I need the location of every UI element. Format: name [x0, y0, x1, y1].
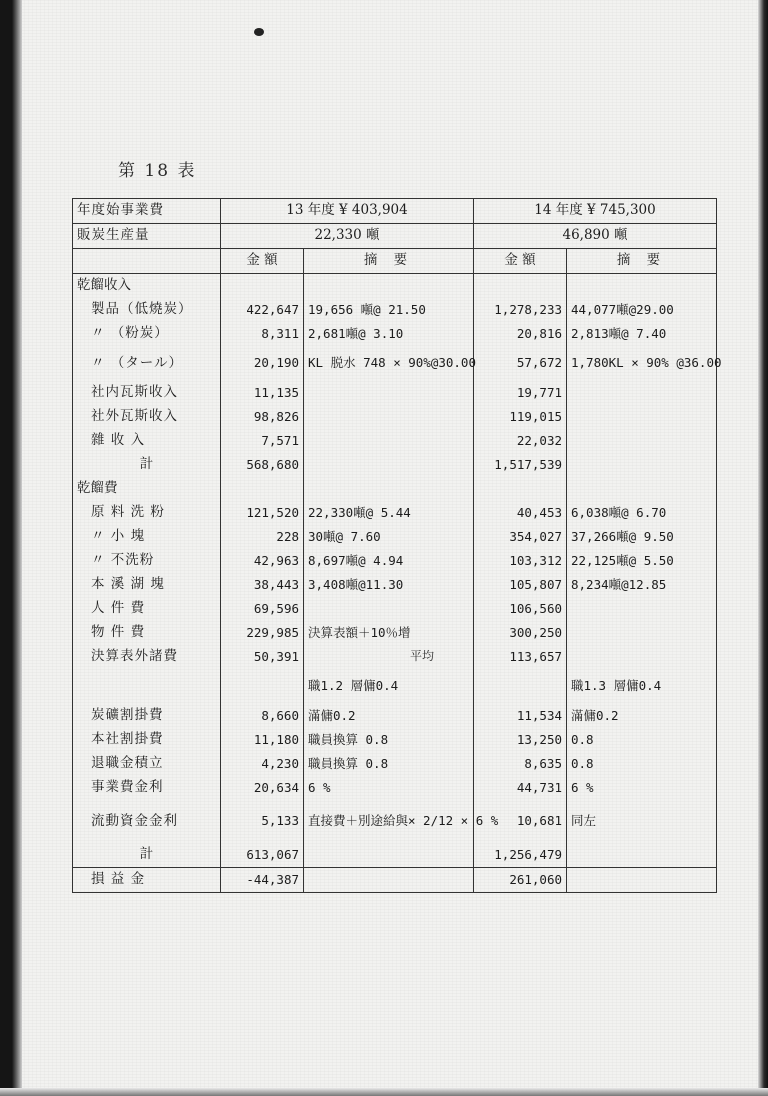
row-remark-13 [304, 274, 474, 299]
row-amount-14: 8,635 [474, 752, 567, 776]
table-row [73, 573, 717, 597]
row-remark-13 [304, 645, 474, 669]
row-amount-14: 105,807 [474, 573, 567, 597]
page-right-edge [758, 0, 768, 1096]
row-amount-14: 10,681 [474, 800, 567, 843]
header-remark-14: 摘 要 [567, 249, 717, 274]
row-label: 事業費金利 [73, 776, 221, 800]
row-remark-14 [567, 381, 717, 405]
table-row [73, 776, 717, 800]
row-remark-14 [567, 429, 717, 453]
row-amount-13: 42,963 [221, 549, 304, 573]
table-row [73, 298, 717, 322]
header-production-label: 販炭生産量 [73, 224, 221, 249]
row-remark-14 [567, 274, 717, 299]
table-row [73, 381, 717, 405]
table-row [73, 477, 717, 501]
table-row [73, 597, 717, 621]
row-label: 社外瓦斯收入 [73, 405, 221, 429]
row-label: 本社割掛費 [73, 728, 221, 752]
row-remark-14: 0.8 [567, 728, 717, 752]
row-label: 決算表外諸費 [73, 645, 221, 669]
table-row [73, 405, 717, 429]
header-row-production [73, 224, 717, 249]
row-remark-13 [304, 381, 474, 405]
table-row [73, 322, 717, 346]
row-amount-13: 8,311 [221, 322, 304, 346]
row-label: 雜 收 入 [73, 429, 221, 453]
row-amount-13: 568,680 [221, 453, 304, 477]
row-amount-13: 11,135 [221, 381, 304, 405]
row-remark-14 [567, 477, 717, 501]
row-amount-13: 50,391 [221, 645, 304, 669]
header-row-columns [73, 249, 717, 274]
row-remark-14: 37,266噸@ 9.50 [567, 525, 717, 549]
row-remark-14: 44,077噸@29.00 [567, 298, 717, 322]
table-title: 第 18 表 [118, 161, 197, 181]
row-amount-14: 44,731 [474, 776, 567, 800]
row-remark-14 [567, 843, 717, 868]
row-amount-14: 19,771 [474, 381, 567, 405]
row-amount-14: 106,560 [474, 597, 567, 621]
table-row [73, 868, 717, 893]
row-remark-13: 30噸@ 7.60 [304, 525, 474, 549]
header-production-y14: 46,890 噸 [474, 224, 717, 249]
row-label: 〃 小 塊 [73, 525, 221, 549]
row-remark-13 [304, 405, 474, 429]
row-amount-13: 229,985 [221, 621, 304, 645]
row-remark-14: 滿傭0.2 [567, 704, 717, 728]
row-label: 乾餾費 [73, 477, 221, 501]
binding-edge [0, 0, 22, 1096]
row-amount-13: 69,596 [221, 597, 304, 621]
row-remark-13: 2,681噸@ 3.10 [304, 322, 474, 346]
row-remark-14 [567, 597, 717, 621]
row-label: 〃 不洗粉 [73, 549, 221, 573]
table-row [73, 704, 717, 728]
row-label: 原 料 洗 粉 [73, 501, 221, 525]
row-amount-14: 1,256,479 [474, 843, 567, 868]
row-amount-13: 121,520 [221, 501, 304, 525]
row-amount-13: 98,826 [221, 405, 304, 429]
table-row [73, 549, 717, 573]
header-amount-13: 金 額 [221, 249, 304, 274]
table-row [73, 501, 717, 525]
row-remark-13: 職員換算 0.8 [304, 728, 474, 752]
row-remark-14: 8,234噸@12.85 [567, 573, 717, 597]
row-amount-14: 300,250 [474, 621, 567, 645]
table-body [73, 274, 722, 893]
row-remark-13: 8,697噸@ 4.94 [304, 549, 474, 573]
average-note: 平均 [410, 649, 435, 663]
header-amount-14: 金 額 [474, 249, 567, 274]
row-remark-13 [304, 843, 474, 868]
row-label: 退職金積立 [73, 752, 221, 776]
row-remark-13: 職1.2 層傭0.4 [304, 669, 474, 704]
row-amount-14: 22,032 [474, 429, 567, 453]
row-label: 本 溪 湖 塊 [73, 573, 221, 597]
row-amount-14 [474, 477, 567, 501]
row-remark-13: 滿傭0.2 [304, 704, 474, 728]
page-bottom-edge [0, 1088, 768, 1096]
table-row [73, 728, 717, 752]
table-row [73, 752, 717, 776]
row-amount-14: 103,312 [474, 549, 567, 573]
table-row [73, 274, 717, 299]
row-label: 損 益 金 [73, 868, 221, 893]
header-remark-13: 摘 要 [304, 249, 474, 274]
table-row [73, 621, 717, 645]
row-remark-13: KL 脱水 748 × 90%@30.00 [304, 346, 474, 381]
row-amount-13: 8,660 [221, 704, 304, 728]
row-remark-14 [567, 453, 717, 477]
row-label: 炭礦割掛費 [73, 704, 221, 728]
row-amount-14 [474, 669, 567, 704]
row-remark-13: 19,656 噸@ 21.50 [304, 298, 474, 322]
row-remark-13: 3,408噸@11.30 [304, 573, 474, 597]
row-remark-13: 職員換算 0.8 [304, 752, 474, 776]
row-amount-14: 1,278,233 [474, 298, 567, 322]
row-label [73, 669, 221, 704]
row-remark-13: 6 % [304, 776, 474, 800]
row-label: 〃 （タール） [73, 346, 221, 381]
row-amount-14: 119,015 [474, 405, 567, 429]
table-row [73, 346, 717, 381]
table-row [73, 429, 717, 453]
row-remark-14 [567, 645, 717, 669]
row-amount-14: 261,060 [474, 868, 567, 893]
row-remark-14: 1,780KL × 90% @36.00 [567, 346, 717, 381]
row-amount-13: 20,190 [221, 346, 304, 381]
row-label: 流動資金金利 [73, 800, 221, 843]
header-budget-y13: 13 年度 ¥ 403,904 [221, 199, 474, 224]
row-amount-13 [221, 669, 304, 704]
row-amount-13: 7,571 [221, 429, 304, 453]
row-label: 計 [73, 843, 221, 868]
row-amount-14: 354,027 [474, 525, 567, 549]
row-amount-14: 20,816 [474, 322, 567, 346]
row-amount-13: 613,067 [221, 843, 304, 868]
row-remark-14: 22,125噸@ 5.50 [567, 549, 717, 573]
table-row [73, 453, 717, 477]
row-amount-13: 4,230 [221, 752, 304, 776]
row-amount-14: 40,453 [474, 501, 567, 525]
row-amount-13 [221, 274, 304, 299]
row-remark-13: 決算表額＋10％增 [304, 621, 474, 645]
header-budget-y14: 14 年度 ¥ 745,300 [474, 199, 717, 224]
row-remark-14: 職1.3 層傭0.4 [567, 669, 717, 704]
header-budget-label: 年度始事業費 [73, 199, 221, 224]
row-amount-13: 228 [221, 525, 304, 549]
row-amount-13: 20,634 [221, 776, 304, 800]
row-label: 〃 （粉炭） [73, 322, 221, 346]
row-label: 物 件 費 [73, 621, 221, 645]
row-remark-14 [567, 868, 717, 893]
row-amount-14 [474, 274, 567, 299]
header-production-y13: 22,330 噸 [221, 224, 474, 249]
header-blank [73, 249, 221, 274]
row-remark-13: 22,330噸@ 5.44 [304, 501, 474, 525]
row-amount-13 [221, 477, 304, 501]
row-remark-13 [304, 453, 474, 477]
row-remark-14 [567, 621, 717, 645]
row-remark-13 [304, 597, 474, 621]
row-label: 製品（低燒炭） [73, 298, 221, 322]
row-remark-14: 2,813噸@ 7.40 [567, 322, 717, 346]
row-amount-14: 11,534 [474, 704, 567, 728]
row-label: 社内瓦斯收入 [73, 381, 221, 405]
table-row [73, 525, 717, 549]
table-row [73, 645, 717, 669]
header-row-budget [73, 199, 717, 224]
row-remark-13 [304, 477, 474, 501]
financial-table [72, 198, 722, 893]
row-amount-13: 5,133 [221, 800, 304, 843]
row-label: 人 件 費 [73, 597, 221, 621]
row-amount-14: 1,517,539 [474, 453, 567, 477]
table-row [73, 800, 717, 843]
row-remark-14: 0.8 [567, 752, 717, 776]
row-label: 計 [73, 453, 221, 477]
row-amount-14: 13,250 [474, 728, 567, 752]
row-label: 乾餾收入 [73, 274, 221, 299]
table-row [73, 843, 717, 868]
row-remark-13 [304, 868, 474, 893]
row-remark-14: 6 % [567, 776, 717, 800]
row-remark-13: 直接費＋別途給與× 2/12 × 6 % [304, 800, 474, 843]
row-amount-13: 38,443 [221, 573, 304, 597]
row-remark-14 [567, 405, 717, 429]
row-amount-13: 11,180 [221, 728, 304, 752]
row-remark-14: 6,038噸@ 6.70 [567, 501, 717, 525]
ink-mark [254, 28, 264, 36]
row-amount-13: 422,647 [221, 298, 304, 322]
row-amount-14: 113,657 [474, 645, 567, 669]
row-remark-13 [304, 429, 474, 453]
table-row [73, 669, 717, 704]
row-remark-14: 同左 [567, 800, 717, 843]
row-amount-14: 57,672 [474, 346, 567, 381]
row-amount-13: -44,387 [221, 868, 304, 893]
